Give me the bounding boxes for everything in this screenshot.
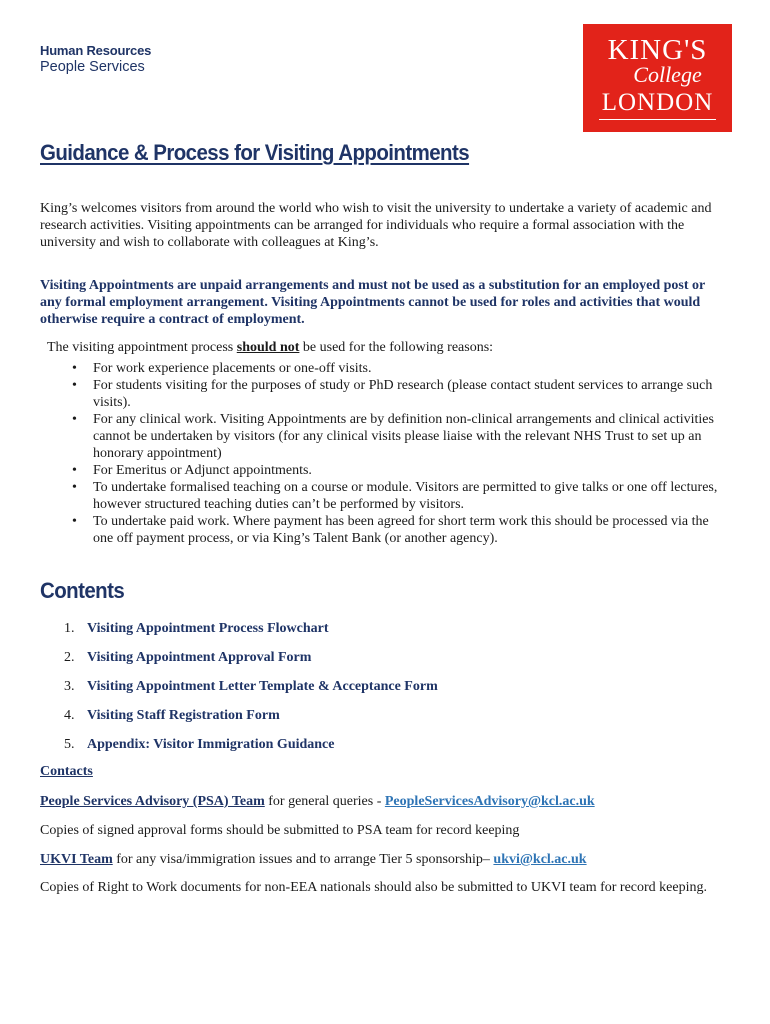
logo-rule (599, 119, 716, 120)
logo-line-1: KING'S (607, 34, 708, 66)
reason-item: • For students visiting for the purposes of study or PhD research (please contact student services to arrange such visits). (40, 377, 720, 411)
contents-heading: Contents (40, 578, 125, 603)
logo-line-3: LONDON (601, 89, 714, 116)
contents-item-number: 2. (64, 650, 75, 665)
contents-item[interactable] (40, 736, 438, 765)
dept-line-1: Human Resources (40, 43, 152, 58)
psa-contact-text: for general queries - (264, 794, 385, 809)
ukvi-team-name: UKVI Team (40, 852, 113, 867)
psa-contact-line (40, 793, 720, 810)
contents-item-label: Visiting Appointment Process Flowchart (87, 621, 329, 636)
contents-item-number: 4. (64, 708, 75, 723)
contents-item-label: Visiting Staff Registration Form (87, 708, 280, 723)
contents-item-number: 1. (64, 621, 75, 636)
contents-item[interactable] (40, 678, 438, 707)
department-header (40, 43, 151, 75)
reason-item: • For any clinical work. Visiting Appointments are by definition non-clinical arrangements and clinical activities cannot be undertaken by visitors (for any clinical visits please liaise with the relevant NHS Trust to set up an honorary appointment) (40, 411, 720, 462)
lead-after: be used for the following reasons: (299, 340, 494, 355)
reason-item: • To undertake formalised teaching on a course or module. Visitors are permitted to give talks or one off lectures, however structured teaching duties can’t be performed by visitors. (40, 479, 720, 513)
ukvi-contact-line (40, 851, 720, 868)
psa-note: Copies of signed approval forms should be submitted to PSA team for record keeping (40, 823, 520, 838)
contents-item[interactable] (40, 620, 438, 649)
kings-college-logo (583, 24, 732, 132)
reason-item: • For Emeritus or Adjunct appointments. (40, 462, 720, 479)
ukvi-note: Copies of Right to Work documents for non-EEA nationals should also be submitted to UKVI team for record keeping. (40, 880, 707, 895)
reasons-lead (47, 339, 727, 356)
psa-email-link[interactable]: PeopleServicesAdvisory@kcl.ac.uk (384, 794, 595, 809)
contents-item-number: 5. (64, 737, 75, 752)
contents-item[interactable] (40, 649, 438, 678)
intro-paragraph: King’s welcomes visitors from around the world who wish to visit the university to undertake a variety of academic and research activities. Visiting appointments can be arranged for individuals who require a formal association with the university and wish to collaborate with colleagues at King’s. (40, 201, 712, 250)
logo-line-2: College (633, 62, 702, 87)
contacts-heading: Contacts (40, 764, 93, 779)
reason-item: • To undertake paid work. Where payment has been agreed for short term work this should be processed via the one off payment process, or via King’s Talent Bank (or another agency). (40, 513, 720, 547)
contents-item-label: Visiting Appointment Approval Form (87, 650, 312, 665)
contents-item-label: Appendix: Visitor Immigration Guidance (87, 737, 335, 752)
psa-team-name: People Services Advisory (PSA) Team (40, 794, 265, 809)
reasons-list (40, 360, 720, 547)
dept-line-2: People Services (40, 59, 145, 75)
warning-paragraph: Visiting Appointments are unpaid arrangements and must not be used as a substitution for an employed post or any formal employment arrangement. Visiting Appointments cannot be used for roles and activities that would otherwise require a contract of employment. (40, 278, 705, 327)
reason-item: • For work experience placements or one-off visits. (40, 360, 720, 377)
contents-list (40, 620, 438, 765)
lead-before: The visiting appointment process (47, 340, 237, 355)
contents-item[interactable] (40, 707, 438, 736)
contents-item-label: Visiting Appointment Letter Template & Acceptance Form (87, 679, 438, 694)
contents-item-number: 3. (64, 679, 75, 694)
ukvi-contact-text: for any visa/immigration issues and to arrange Tier 5 sponsorship– (112, 852, 494, 867)
ukvi-email-link[interactable]: ukvi@kcl.ac.uk (493, 852, 587, 867)
page-title: Guidance & Process for Visiting Appointments (40, 140, 470, 165)
lead-emphasis: should not (236, 340, 300, 355)
